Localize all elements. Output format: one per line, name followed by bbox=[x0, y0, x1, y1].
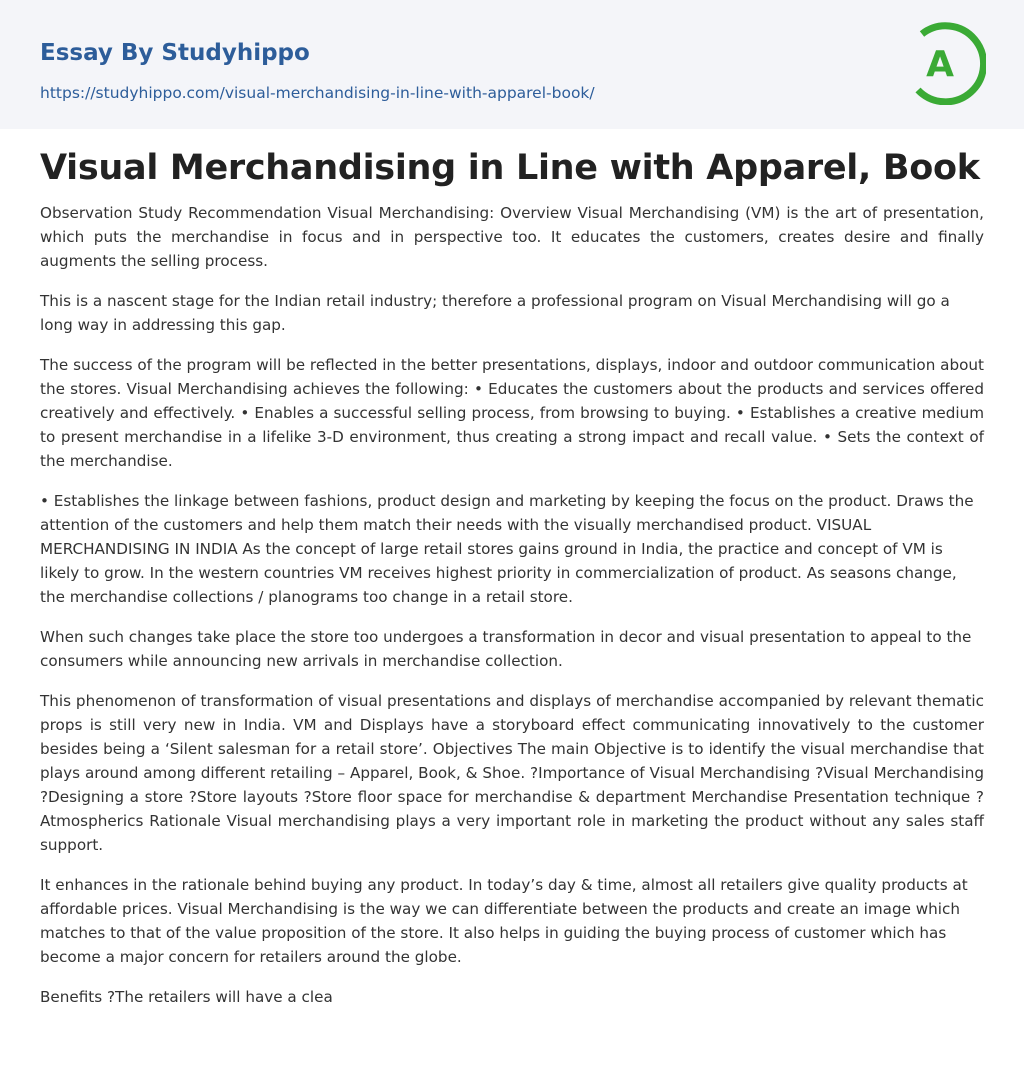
paragraph: Benefits ?The retailers will have a clea bbox=[40, 988, 333, 1006]
paragraph: The success of the program will be reflected in the better presentations, displays, indoor and outdoor communication about the stores. Visual Merchandising achieves the following: • Educates the customers about the products and services offered creatively and effectively. • Enables a successful selling process, from browsing to buying. • Establishes a creative medium to present merchandise in a lifelike 3-D environment, thus creating a strong impact and recall value. • Sets the context of the merchandise. bbox=[40, 356, 984, 470]
paragraph: • Establishes the linkage between fashions, product design and marketing by keeping the focus on the product. Draws the attention of the customers and help them match their needs with the visually merchandised product. VISUAL MERCHANDISING IN INDIA As the concept of large retail stores gains ground in India, the practice and concept of VM is likely to grow. In the western countries VM receives highest priority in commercialization of product. As seasons change, the merchandise collections / planograms too change in a retail store. bbox=[40, 492, 974, 606]
studyhippo-logo-icon[interactable] bbox=[912, 19, 986, 105]
paragraph: Observation Study Recommendation Visual Merchandising: Overview Visual Merchandising (VM) is the art of presentation, which puts the merchandise in focus and in perspective too. It educates the customers, creates desire and finally augments the selling process. bbox=[40, 204, 984, 270]
site-header bbox=[0, 0, 1024, 129]
essay-url-link[interactable]: https://studyhippo.com/visual-merchandising-in-line-with-apparel-book/ bbox=[40, 84, 595, 102]
paragraph: When such changes take place the store too undergoes a transformation in decor and visual presentation to appeal to the consumers while announcing new arrivals in merchandise collection. bbox=[40, 628, 972, 670]
logo-letter: A bbox=[926, 44, 954, 85]
article-title: Visual Merchandising in Line with Apparel, Book bbox=[40, 148, 980, 188]
paragraph: This phenomenon of transformation of visual presentations and displays of merchandise accompanied by relevant thematic props is still very new in India. VM and Displays have a storyboard effect communicating innovatively to the customer besides being a ‘Silent salesman for a retail store’. Objectives The main Objective is to identify the visual merchandise that plays around among different retailing – Apparel, Book, & Shoe. ?Importance of Visual Merchandising ?Visual Merchandising ?Designing a store ?Store layouts ?Store floor space for merchandise & department Merchandise Presentation technique ?Atmospherics Rationale Visual merchandising plays a very important role in marketing the product without any sales staff support. bbox=[40, 692, 984, 854]
paragraph: It enhances in the rationale behind buying any product. In today’s day & time, almost all retailers give quality products at affordable prices. Visual Merchandising is the way we can differentiate between the products and create an image which matches to that of the value proposition of the store. It also helps in guiding the buying process of customer which has become a major concern for retailers around the globe. bbox=[40, 876, 968, 966]
paragraph: This is a nascent stage for the Indian retail industry; therefore a professional program on Visual Merchandising will go a long way in addressing this gap. bbox=[40, 292, 950, 334]
site-brand[interactable]: Essay By Studyhippo bbox=[40, 40, 310, 66]
article-body bbox=[0, 145, 1024, 1009]
